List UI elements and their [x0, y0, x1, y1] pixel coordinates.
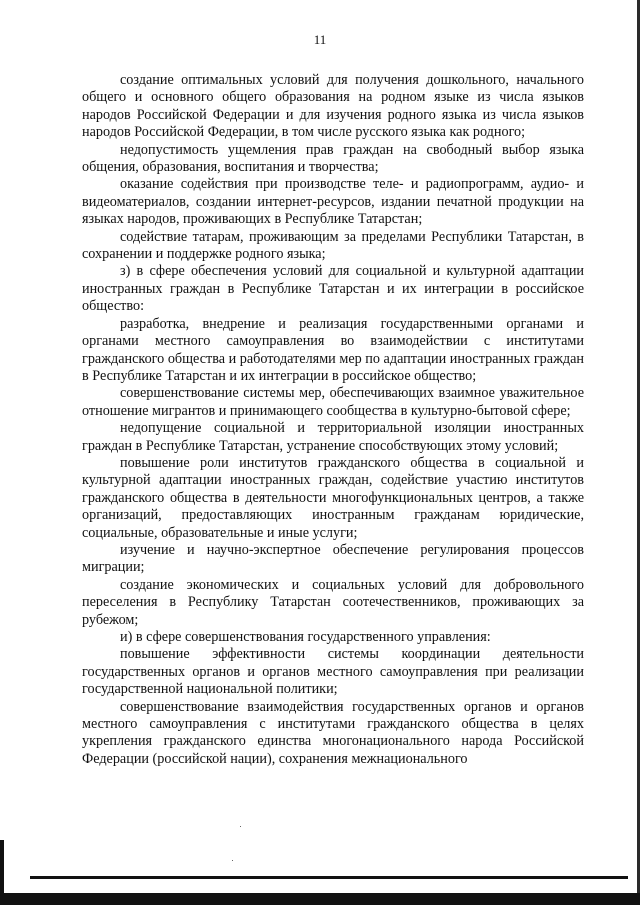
paragraph-3: оказание содействия при производстве теле- и радиопрограмм, аудио- и видеоматериалов, создании интернет-ресурсов, издании печатной продукции на языках народов, проживающих в Республике Татарстан; [82, 176, 584, 228]
paragraph-7: совершенствование системы мер, обеспечивающих взаимное уважительное отношение мигрантов и принимающего сообщества в культурно-бытовой сфере; [82, 385, 584, 419]
paragraph-8: недопущение социальной и территориальной изоляции иностранных граждан в Республике Татарстан, устранение способствующих этому условий; [82, 420, 584, 454]
paragraph-6: разработка, внедрение и реализация государственными органами и органами местного самоуправления во взаимодействии с институтами гражданского общества и работодателями мер по адаптации иностранных граждан в Республике Татарстан и их интеграции в российское общество; [82, 315, 584, 384]
paragraph-5-section-z-heading: з) в сфере обеспечения условий для социальной и культурной адаптации иностранных граждан в Республике Татарстан и их интеграции в российское общество: [82, 263, 584, 315]
paragraph-10: изучение и научно-экспертное обеспечение регулирования процессов миграции; [82, 541, 584, 576]
paragraph-12-section-i-heading: и) в сфере совершенствования государственного управления: [120, 629, 491, 645]
paragraph-1: создание оптимальных условий для получения дошкольного, начального общего и основного общего образования на родном языке из числа языков народов Российской Федерации и для изучения родного языка из числа языков народов Российской Федерации, в том числе русского языка как родного; [82, 72, 584, 141]
scan-bottom-band [0, 893, 640, 905]
scan-speck [240, 826, 241, 827]
document-body [82, 72, 584, 768]
paragraph-4: содействие татарам, проживающим за пределами Республики Татарстан, в сохранении и поддержке родного языка; [82, 228, 584, 263]
paragraph-9: повышение роли институтов гражданского общества в социальной и культурной адаптации иностранных граждан, содействие участию институтов гражданского общества в деятельности многофункциональных центров, а также организаций, предоставляющих иностранным гражданам юридические, социальные, образовательные и иные услуги; [82, 454, 584, 541]
scan-speck [232, 860, 233, 861]
paragraph-11: создание экономических и социальных условий для добровольного переселения в Республику Татарстан соотечественников, проживающих за рубежом; [82, 576, 584, 628]
paragraph-14: совершенствование взаимодействия государственных органов и органов местного самоуправления с институтами гражданского общества в целях укрепления гражданского единства многонационального народа Российской Федерации (российской нации), сохранения межнационального [82, 698, 584, 767]
page-number: 11 [313, 32, 327, 47]
paragraph-2: недопустимость ущемления прав граждан на свободный выбор языка общения, образования, воспитания и творчества; [82, 141, 584, 176]
scan-bottom-rule [30, 876, 628, 879]
paragraph-13: повышение эффективности системы координации деятельности государственных органов и органов местного самоуправления при реализации государственной национальной политики; [82, 646, 584, 698]
